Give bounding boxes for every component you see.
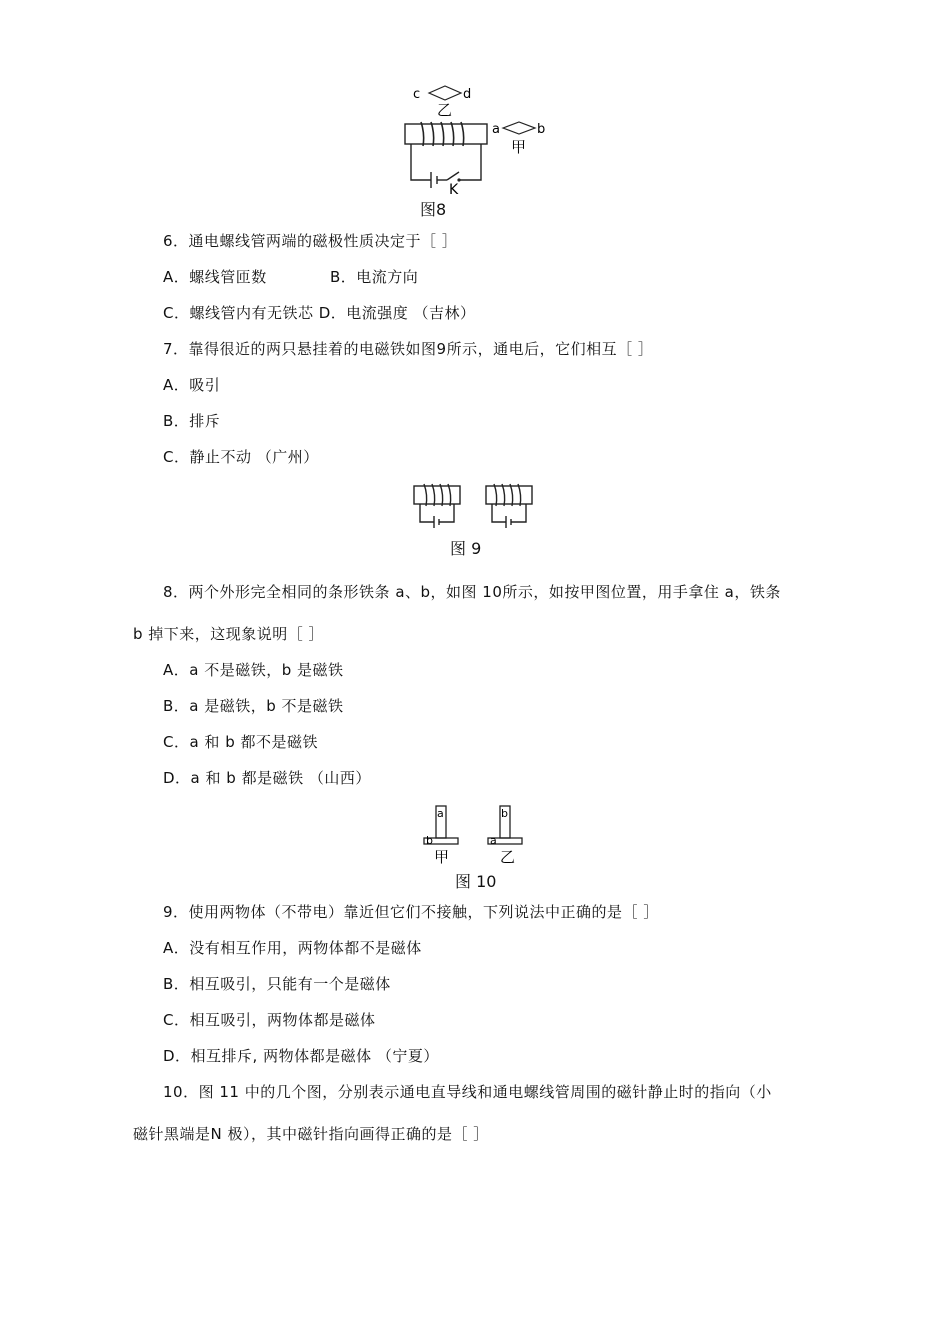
q7-option-c: C．静止不动 （广州） (163, 448, 319, 466)
q8-option-c: C．a 和 b 都不是磁铁 (163, 733, 318, 751)
fig8-label-b: b (537, 122, 546, 137)
figure-10-diagram (418, 802, 538, 872)
fig8-label-c: c (413, 87, 421, 102)
q10-stem-line2: 磁针黑端是N 极），其中磁针指向画得正确的是［ ］ (133, 1125, 489, 1143)
q6-stem: 6．通电螺线管两端的磁极性质决定于［ ］ (163, 232, 458, 250)
q9-stem: 9．使用两物体（不带电）靠近但它们不接触，下列说法中正确的是［ ］ (163, 903, 659, 921)
fig10-label-jia: 甲 (434, 848, 450, 866)
fig8-label-k: K (449, 182, 459, 198)
q8-option-b: B．a 是磁铁，b 不是磁铁 (163, 697, 344, 715)
fig8-label-a: a (492, 122, 500, 137)
q8-stem-line1: 8．两个外形完全相同的条形铁条 a、b，如图 10所示，如按甲图位置，用手拿住 a，铁条 (163, 583, 781, 601)
fig10-label-a-top: a (437, 807, 444, 820)
q7-option-a: A．吸引 (163, 376, 221, 394)
fig10-label-b-top: b (501, 807, 508, 820)
q10-stem-line1: 10．图 11 中的几个图，分别表示通电直导线和通电螺线管周围的磁针静止时的指向（小 (163, 1083, 772, 1101)
q6-option-cd: C．螺线管内有无铁芯 D．电流强度 （吉林） (163, 304, 476, 322)
fig10-label-b-left: b (426, 834, 433, 847)
q8-stem-line2: b 掉下来，这现象说明［ ］ (133, 625, 325, 643)
figure-8-caption: 图8 (420, 200, 447, 219)
q8-option-a: A．a 不是磁铁，b 是磁铁 (163, 661, 344, 679)
q9-option-d: D．相互排斥, 两物体都是磁体 （宁夏） (163, 1047, 439, 1065)
fig8-label-yi: 乙 (437, 101, 453, 119)
figure-10-caption: 图 10 (455, 872, 497, 891)
q6-option-a: A．螺线管匝数 (163, 268, 267, 286)
q9-option-b: B．相互吸引，只能有一个是磁体 (163, 975, 391, 993)
q9-option-c: C．相互吸引，两物体都是磁体 (163, 1011, 376, 1029)
fig10-label-a-left: a (490, 834, 497, 847)
q6-option-b: B．电流方向 (330, 268, 419, 286)
figure-9-diagram (408, 480, 542, 540)
figure-9-caption: 图 9 (450, 539, 482, 558)
q9-option-a: A．没有相互作用，两物体都不是磁体 (163, 939, 422, 957)
q7-option-b: B．排斥 (163, 412, 221, 430)
q7-stem: 7．靠得很近的两只悬挂着的电磁铁如图9所示，通电后，它们相互［ ］ (163, 340, 654, 358)
q8-option-d: D．a 和 b 都是磁铁 （山西） (163, 769, 371, 787)
fig10-label-yi: 乙 (500, 848, 516, 866)
fig8-label-jia: 甲 (511, 138, 527, 156)
fig8-label-d: d (463, 87, 472, 102)
